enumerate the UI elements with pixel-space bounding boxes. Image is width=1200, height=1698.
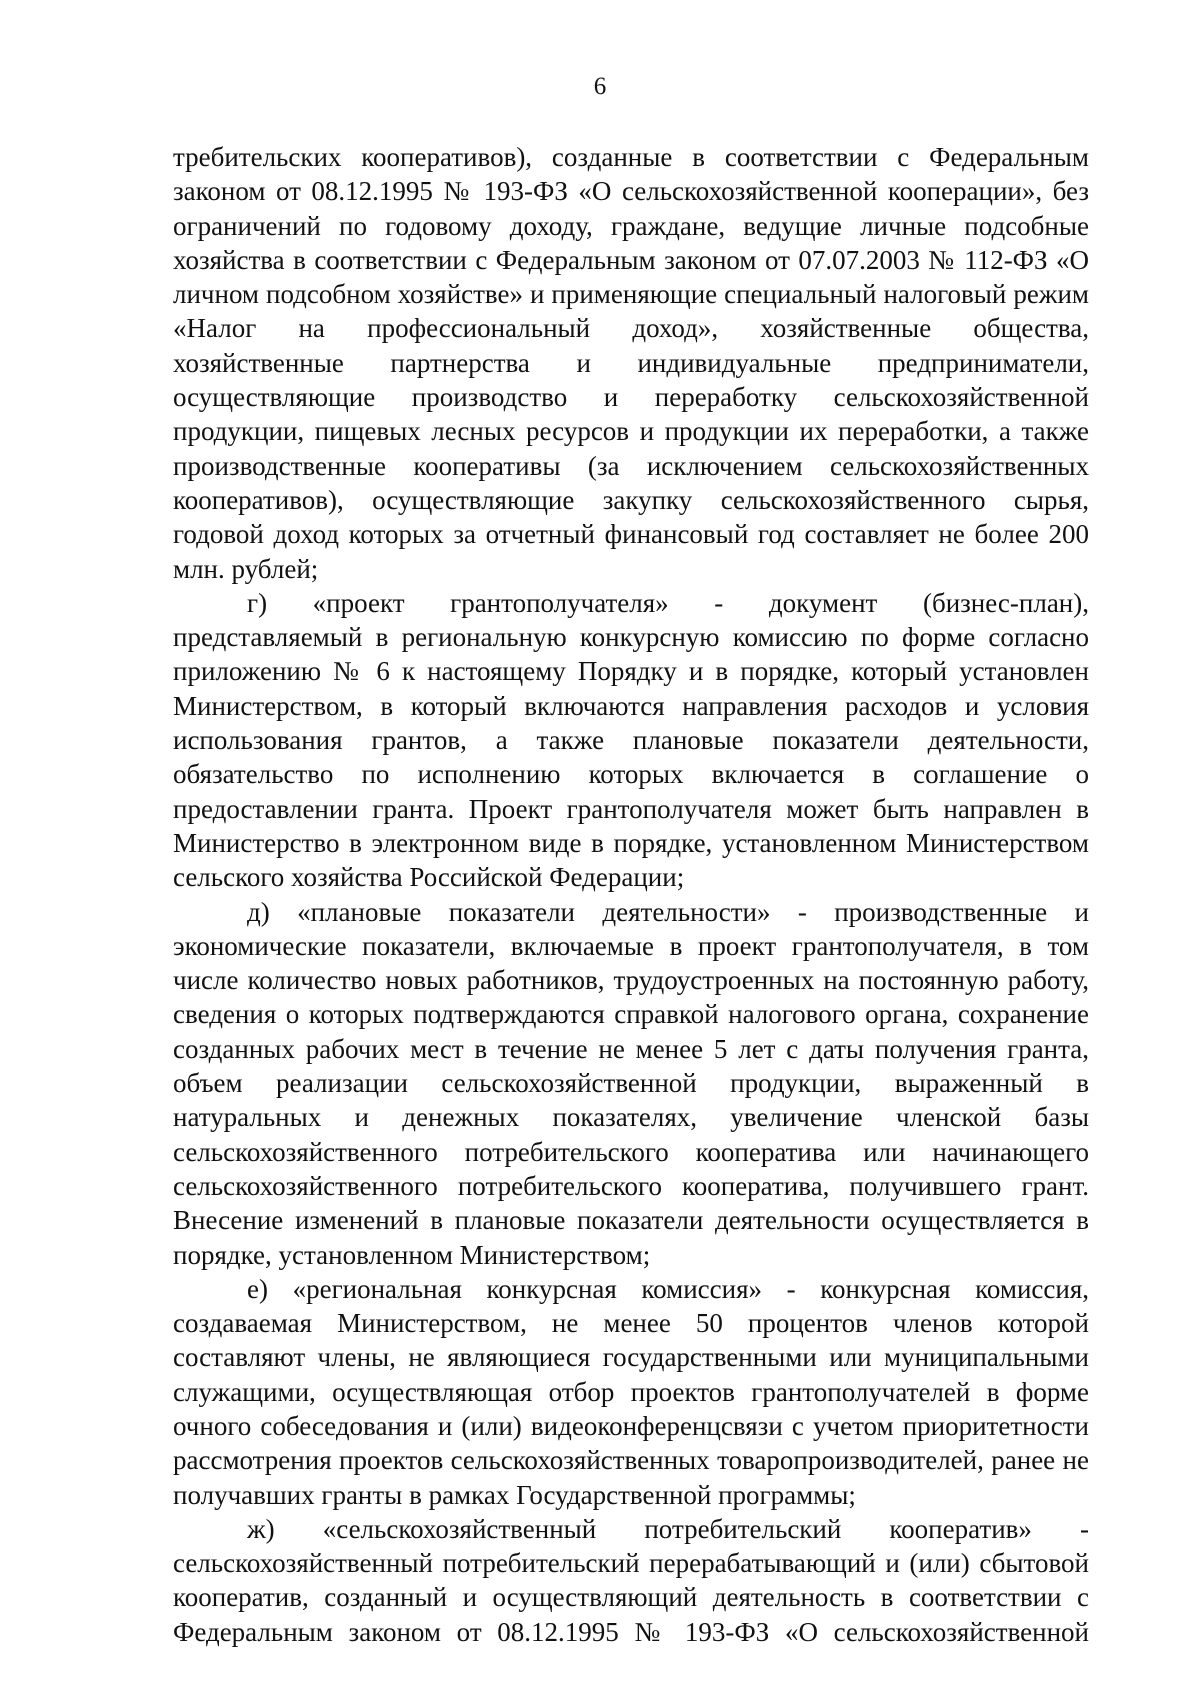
- paragraph-item-zh: ж) «сельскохозяйственный потребительский кооператив» - сельскохозяйственный потребительский перерабатывающий и (или) сбытовой кооператив, созданный и осуществляющий деятельность в соответствии с Федеральным законом от 08.12.1995 № 193-ФЗ «О сельскохозяйственной: [173, 1513, 1089, 1647]
- paragraph-item-d: д) «плановые показатели деятельности» - производственные и экономические показатели, включаемые в проект грантополучателя, в том числе количество новых работников, трудоустроенных на постоянную работу, сведения о которых подтверждаются справкой налогового органа, сохранение созданных рабочих мест в течение не менее 5 лет с даты получения гранта, объем реализации сельскохозяйственной продукции, выраженный в натуральных и денежных показателях, увеличение членской базы сельскохозяйственного потребительского кооператива или начинающего сельскохозяйственного потребительского кооператива, получившего грант. Внесение изменений в плановые показатели деятельности осуществляется в порядке, установленном Министерством;: [173, 896, 1089, 1270]
- paragraph-continuation: требительских кооперативов), созданные в соответствии с Федеральным законом от 08.12.1995 № 193-ФЗ «О сельскохозяйственной кооперации», без ограничений по годовому доходу, граждане, ведущие личные подсобные хозяйства в соответствии с Федеральным законом от 07.07.2003 № 112-ФЗ «О личном подсобном хозяйстве» и применяющие специальный налоговый режим «Налог на профессиональный доход», хозяйственные общества, хозяйственные партнерства и индивидуальные предприниматели, осуществляющие производство и переработку сельскохозяйственной продукции, пищевых лесных ресурсов и продукции их переработки, а также производственные кооперативы (за исключением сельскохозяйственных кооперативов), осуществляющие закупку сельскохозяйственного сырья, годовой доход которых за отчетный финансовый год составляет не более 200 млн. рублей;: [173, 142, 1089, 584]
- document-body: [173, 140, 1089, 1649]
- page-number: 6: [593, 73, 607, 100]
- paragraph-item-e: е) «региональная конкурсная комиссия» - конкурсная комиссия, создаваемая Министерством, не менее 50 процентов членов которой составляют члены, не являющиеся государственными или муниципальными служащими, осуществляющая отбор проектов грантополучателей в форме очного собеседования и (или) видеоконференцсвязи с учетом приоритетности рассмотрения проектов сельскохозяйственных товаропроизводителей, ранее не получавших гранты в рамках Государственной программы;: [173, 1273, 1089, 1510]
- paragraph-item-g: г) «проект грантополучателя» - документ (бизнес-план), представляемый в региональную конкурсную комиссию по форме согласно приложению № 6 к настоящему Порядку и в порядке, который установлен Министерством, в который включаются направления расходов и условия использования грантов, а также плановые показатели деятельности, обязательство по исполнению которых включается в соглашение о предоставлении гранта. Проект грантополучателя может быть направлен в Министерство в электронном виде в порядке, установленном Министерством сельского хозяйства Российской Федерации;: [173, 587, 1089, 893]
